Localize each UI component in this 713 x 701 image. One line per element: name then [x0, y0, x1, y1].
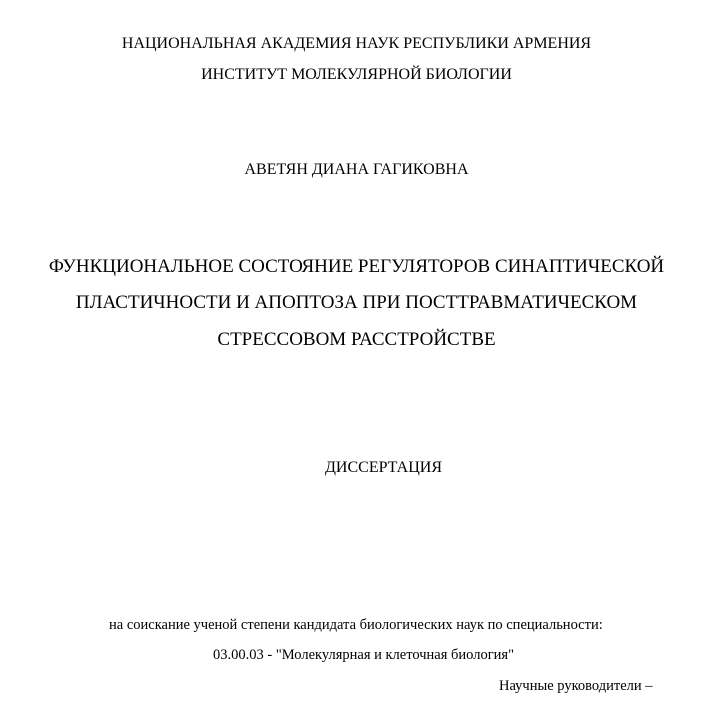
degree-line-1: на соискание ученой степени кандидата биологических наук по специальности:	[109, 617, 603, 633]
supervisors-label: Научные руководители –	[499, 678, 653, 694]
degree-line-2: 03.00.03 - "Молекулярная и клеточная биология"	[213, 647, 514, 663]
dissertation-title-line-2: ПЛАСТИЧНОСТИ И АПОПТОЗА ПРИ ПОСТТРАВМАТИЧЕСКОМ	[75, 292, 638, 313]
document-type: ДИССЕРТАЦИЯ	[325, 459, 442, 476]
dissertation-title-line-1: ФУНКЦИОНАЛЬНОЕ СОСТОЯНИЕ РЕГУЛЯТОРОВ СИНАПТИЧЕСКОЙ	[48, 256, 665, 277]
institute-name: ИНСТИТУТ МОЛЕКУЛЯРНОЙ БИОЛОГИИ	[201, 66, 512, 83]
author-name: АВЕТЯН ДИАНА ГАГИКОВНА	[244, 161, 469, 178]
academy-name: НАЦИОНАЛЬНАЯ АКАДЕМИЯ НАУК РЕСПУБЛИКИ АРМЕНИЯ	[121, 35, 592, 52]
dissertation-title-line-3: СТРЕССОВОМ РАССТРОЙСТВЕ	[217, 329, 496, 350]
